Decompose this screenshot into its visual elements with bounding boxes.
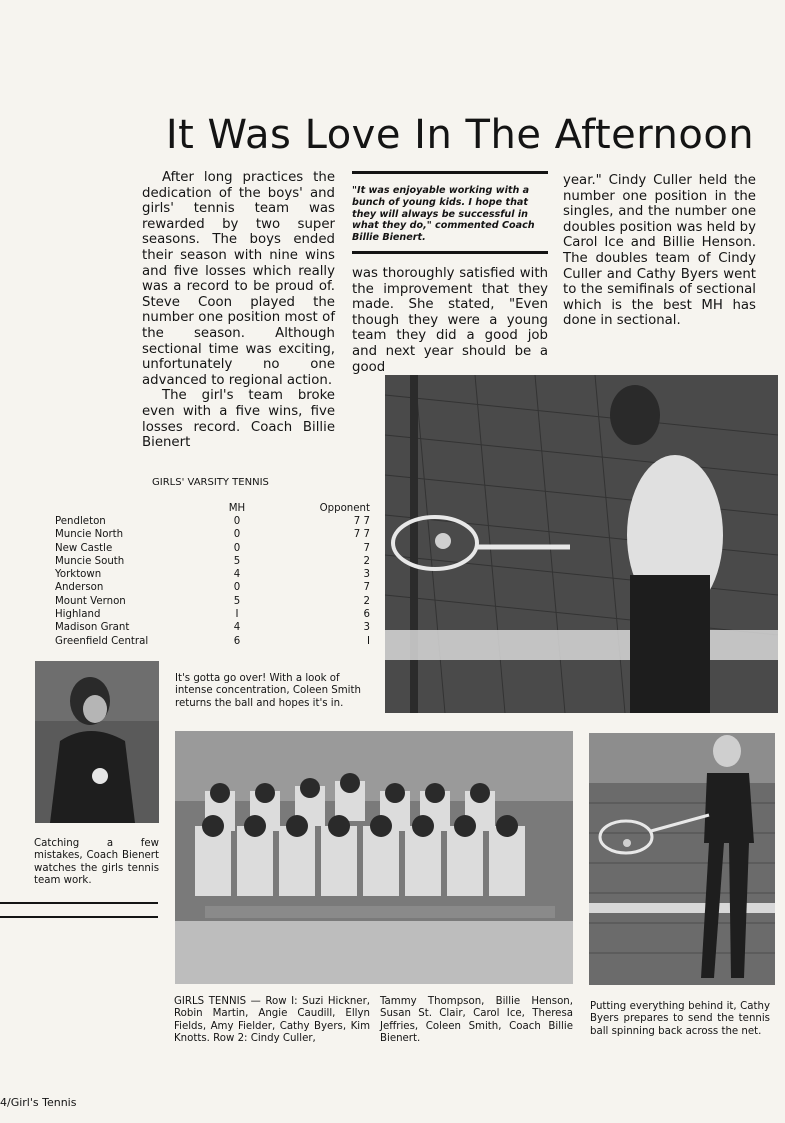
mh-score: 0 <box>233 582 241 594</box>
team-name: New Castle <box>55 542 113 554</box>
mh-score: 0 <box>233 529 241 541</box>
table-row <box>55 529 370 542</box>
team-name: Madison Grant <box>55 622 130 634</box>
caption-team-part-2: Tammy Thompson, Billie Henson, Susan St. Clair, Carol Ice, Theresa Jeffries, Coleen Smith, Coach Billie Bienert. <box>380 996 573 1045</box>
table-row <box>55 555 370 569</box>
mh-score: 5 <box>233 555 241 567</box>
mh-score: 0 <box>233 516 241 527</box>
photo-girls-tennis-team <box>175 731 573 984</box>
mh-score: 4 <box>233 622 241 634</box>
article-column-1 <box>142 170 335 451</box>
team-name: Anderson <box>55 582 104 594</box>
caption-cathy-byers: Putting everything behind it, Cathy Byers prepares to send the tennis ball spinning back across the net. <box>590 1001 770 1037</box>
mh-score: I <box>235 609 239 621</box>
table-row <box>55 609 370 622</box>
table-row <box>55 635 370 649</box>
table-row <box>55 595 370 609</box>
photo-cathy-byers <box>589 733 775 985</box>
opponent-score: I <box>366 635 370 647</box>
mh-score: 6 <box>233 635 241 647</box>
divider-rule-2 <box>0 916 158 918</box>
table-row <box>55 582 370 595</box>
quote-top-rule <box>352 171 548 174</box>
article-column-3 <box>563 173 756 329</box>
table-row <box>55 622 370 635</box>
table-row <box>55 569 370 582</box>
team-name: Yorktown <box>55 569 102 581</box>
caption-coach-bienert: Catching a few mistakes, Coach Bienert watches the girls tennis team work. <box>34 838 159 887</box>
article-paragraph-4: year." Cindy Culler held the number one position in the singles, and the number one doubles position was held by Carol Ice and Billie Henson. The doubles team of Cindy Culler and Cathy Byers went to the semifinals of sectional which is the best MH has done in sectional. <box>563 173 756 329</box>
divider-rule-1 <box>0 902 158 904</box>
quote-bottom-rule <box>352 251 548 254</box>
scores-header-mh: MH <box>228 503 246 514</box>
page-footer-folio: 4/Girl's Tennis <box>0 1096 77 1109</box>
opponent-score: 3 <box>363 569 370 581</box>
mh-score: 0 <box>233 542 241 554</box>
opponent-score: 2 <box>363 555 370 567</box>
pull-quote: "It was enjoyable working with a bunch of young kids. I hope that they will always be successful in what they do," commented Coach Billie Bienert. <box>352 185 535 244</box>
opponent-score: 2 <box>363 595 370 607</box>
team-name: Pendleton <box>55 516 106 527</box>
opponent-score: 6 <box>363 609 370 621</box>
table-row <box>55 542 370 556</box>
table-row <box>55 516 370 529</box>
article-paragraph-1: After long practices the dedication of the boys' and girls' tennis team was rewarded by two super seasons. The boys ended their season with nine wins and five losses which really was a record to be proud of. Steve Coon played the number one position most of the season. Although sectional time was exciting, unfortunately no one advanced to regional action. <box>142 170 335 388</box>
scores-table <box>55 503 370 649</box>
mh-score: 5 <box>233 595 241 607</box>
photo-coach-bienert <box>35 661 159 823</box>
opponent-score: 7 7 <box>353 516 370 527</box>
team-name: Mount Vernon <box>55 595 126 607</box>
article-paragraph-3: was thoroughly satisfied with the improvement that they made. She stated, "Even though they were a young team they did a good job and next year should be a good <box>352 266 548 375</box>
opponent-score: 7 7 <box>353 529 370 541</box>
caption-coleen-smith: It's gotta go over! With a look of intense concentration, Coleen Smith returns the ball and hopes it's in. <box>175 673 361 709</box>
photo-coleen-smith <box>385 375 778 713</box>
page-headline: It Was Love In The Afternoon <box>165 112 755 158</box>
scores-header-opponent: Opponent <box>319 503 370 514</box>
opponent-score: 7 <box>363 542 370 554</box>
scores-header <box>55 503 370 516</box>
article-paragraph-2: The girl's team broke even with a five wins, five losses record. Coach Billie Bienert <box>142 388 335 451</box>
team-name: Greenfield Central <box>55 635 149 647</box>
caption-team-part-1: GIRLS TENNIS — Row I: Suzi Hickner, Robin Martin, Angie Caudill, Ellyn Fields, Amy Fielder, Cathy Byers, Kim Knotts. Row 2: Cindy Culler, <box>174 996 370 1045</box>
opponent-score: 3 <box>363 622 370 634</box>
team-name: Muncie South <box>55 555 125 567</box>
opponent-score: 7 <box>363 582 370 594</box>
team-name: Muncie North <box>55 529 124 541</box>
article-column-2 <box>352 266 548 375</box>
team-name: Highland <box>55 609 101 621</box>
mh-score: 4 <box>233 569 241 581</box>
scores-title: GIRLS' VARSITY TENNIS <box>152 477 269 488</box>
